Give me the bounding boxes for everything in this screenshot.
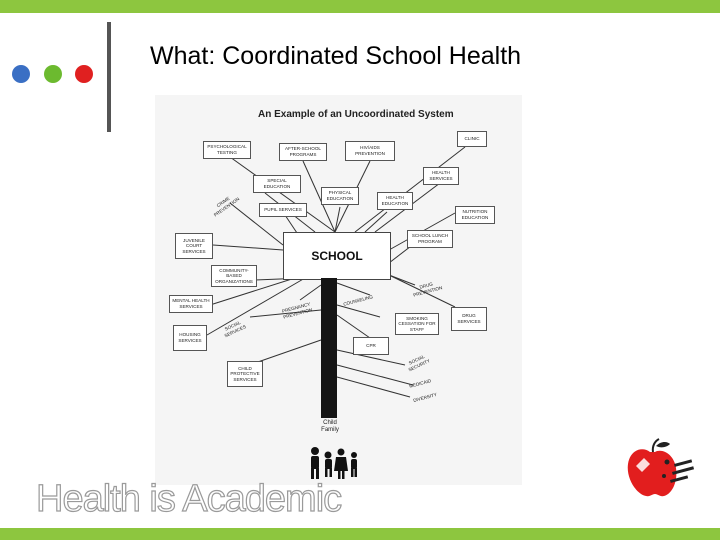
box-community-based-organizations: COMMUNITY-BASED ORGANIZATIONS	[211, 265, 257, 287]
green-dot-icon	[44, 65, 62, 83]
box-health-services: HEALTH SERVICES	[423, 167, 459, 185]
label-crime-prevention: CRIME PREVENTION	[212, 195, 241, 218]
box-smoking-cessation: SMOKING CESSATION FOR STAFF	[395, 313, 439, 335]
label-drug-prevention: DRUG PREVENTION	[412, 281, 443, 298]
label-pregnancy-prevention: PREGNANCY PREVENTION	[281, 301, 313, 320]
red-dot-icon	[75, 65, 93, 83]
label-social-services: SOCIAL SERVICES	[223, 319, 247, 339]
school-center-box: SCHOOL	[283, 232, 391, 280]
slide-title: What: Coordinated School Health	[150, 42, 522, 70]
blue-dot-icon	[12, 65, 30, 83]
uncoordinated-system-diagram	[155, 95, 522, 485]
box-hiv-aids-prevention: HIV/AIDS PREVENTION	[345, 141, 395, 161]
box-after-school-programs: AFTER-SCHOOL PROGRAMS	[279, 143, 327, 161]
trunk-bar	[321, 278, 337, 418]
diagram-heading: An Example of an Uncoordinated System	[258, 109, 454, 120]
box-mental-health-services: MENTAL HEALTH SERVICES	[169, 295, 213, 313]
apple-logo-icon	[622, 438, 700, 500]
family-figures-icon	[305, 445, 363, 481]
health-is-academic-logo: Health is Academic	[36, 478, 342, 520]
label-medicaid: MEDICAID	[408, 378, 432, 389]
box-school-lunch-program: SCHOOL LUNCH PROGRAM	[407, 230, 453, 248]
label-social-security: SOCIAL SECURITY	[407, 353, 431, 373]
box-health-education: HEALTH EDUCATION	[377, 192, 413, 210]
box-nutrition-education: NUTRITION EDUCATION	[455, 206, 495, 224]
box-drug-services: DRUG SERVICES	[451, 307, 487, 331]
box-cpr: CPR	[353, 337, 389, 355]
box-pupil-services: PUPIL SERVICES	[259, 203, 307, 217]
box-physical-education: PHYSICAL EDUCATION	[321, 187, 359, 205]
top-accent-bar	[0, 0, 720, 13]
box-juvenile-court-services: JUVENILE COURT SERVICES	[175, 233, 213, 259]
box-psychological-testing: PSYCHOLOGICAL TESTING	[203, 141, 251, 159]
title-divider	[107, 22, 111, 132]
bottom-accent-bar	[0, 528, 720, 540]
box-clinic: CLINIC	[457, 131, 487, 147]
label-counseling: COUNSELING	[342, 294, 374, 307]
box-special-education: SPECIAL EDUCATION	[253, 175, 301, 193]
child-family-label: Child Family	[321, 420, 339, 433]
box-child-protective-services: CHILD PROTECTIVE SERVICES	[227, 361, 263, 387]
label-diversity: DIVERSITY	[412, 391, 438, 404]
box-housing-services: HOUSING SERVICES	[173, 325, 207, 351]
